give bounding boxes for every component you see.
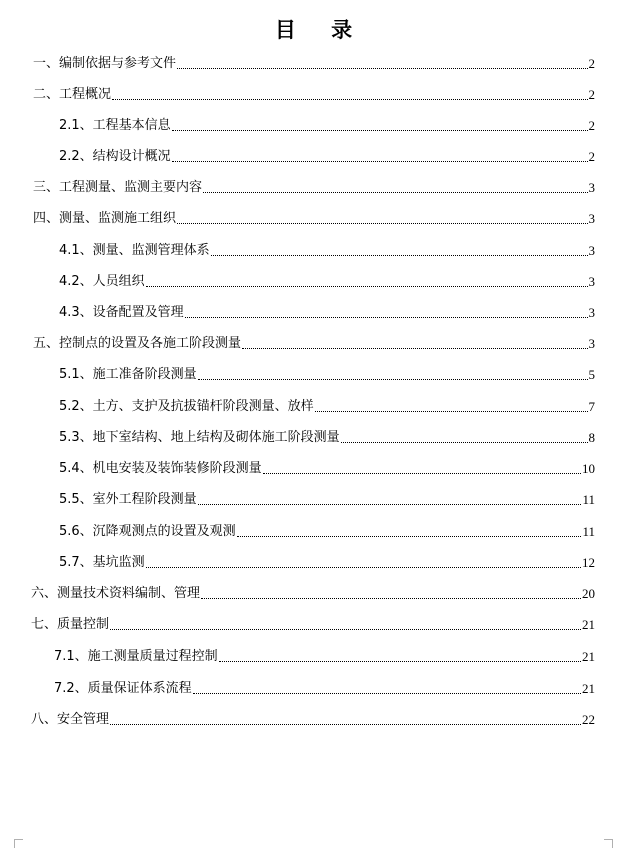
toc-entry-label: 六、测量技术资料编制、管理 — [31, 586, 201, 601]
toc-entry-page: 11 — [582, 524, 595, 539]
toc-dot-leader — [198, 503, 582, 505]
toc-entry-label: 4.2、人员组织 — [59, 274, 145, 289]
toc-dot-leader — [146, 566, 581, 568]
toc-entry-page: 2 — [588, 149, 595, 164]
toc-dot-leader — [203, 191, 587, 193]
toc-entry-page: 2 — [588, 118, 595, 133]
toc-entry-page: 7 — [588, 399, 595, 414]
toc-entry[interactable] — [33, 205, 595, 227]
toc-entry-page: 3 — [588, 274, 595, 289]
toc-entry[interactable] — [59, 268, 595, 290]
toc-entry[interactable] — [59, 361, 595, 383]
toc-dot-leader — [201, 597, 581, 599]
toc-entry-label: 四、测量、监测施工组织 — [33, 211, 177, 226]
toc-entry[interactable] — [59, 424, 595, 446]
toc-entry[interactable] — [31, 611, 595, 633]
toc-entry[interactable] — [59, 455, 595, 477]
toc-entry-label: 4.3、设备配置及管理 — [59, 305, 184, 320]
toc-entry[interactable] — [33, 81, 595, 103]
toc-dot-leader — [172, 129, 588, 131]
toc-dot-leader — [146, 285, 588, 287]
toc-entry-label: 5.7、基坑监测 — [59, 555, 145, 570]
toc-entry[interactable] — [59, 299, 595, 321]
toc-entry[interactable] — [54, 643, 595, 665]
toc-entry-page: 12 — [582, 555, 595, 570]
toc-dot-leader — [172, 160, 588, 162]
toc-entry-label: 7.1、施工测量质量过程控制 — [54, 649, 218, 664]
toc-entry-label: 一、编制依据与参考文件 — [33, 56, 177, 71]
toc-entry[interactable] — [31, 706, 595, 728]
toc-entry-page: 2 — [588, 56, 595, 71]
toc-entry-label: 5.4、机电安装及装饰装修阶段测量 — [59, 461, 262, 476]
toc-entry[interactable] — [59, 143, 595, 165]
toc-dot-leader — [219, 660, 581, 662]
toc-dot-leader — [193, 692, 581, 694]
toc-dot-leader — [110, 723, 581, 725]
page-title: 目 录 — [274, 17, 367, 42]
toc-entry-label: 7.2、质量保证体系流程 — [54, 681, 192, 696]
toc-entry[interactable] — [54, 675, 595, 697]
toc-entry-page: 3 — [588, 336, 595, 351]
toc-entry-page: 20 — [582, 586, 595, 601]
toc-entry[interactable] — [59, 112, 595, 134]
page-corner-mark — [14, 839, 23, 848]
toc-entry-page: 3 — [588, 211, 595, 226]
toc-entry-page: 10 — [582, 461, 595, 476]
toc-entry-page: 3 — [588, 305, 595, 320]
toc-dot-leader — [242, 347, 587, 349]
toc-entry-label: 七、质量控制 — [31, 617, 110, 632]
toc-entry[interactable] — [59, 237, 595, 259]
toc-dot-leader — [185, 316, 588, 318]
toc-entry-page: 22 — [582, 712, 595, 727]
toc-entry-page: 2 — [588, 87, 595, 102]
toc-entry-label: 5.1、施工准备阶段测量 — [59, 367, 197, 382]
toc-entry-page: 3 — [588, 243, 595, 258]
toc-entry-label: 5.3、地下室结构、地上结构及砌体施工阶段测量 — [59, 430, 340, 445]
toc-entry[interactable] — [33, 174, 595, 196]
toc-entry[interactable] — [59, 549, 595, 571]
toc-entry-label: 三、工程测量、监测主要内容 — [33, 180, 203, 195]
page-corner-mark — [604, 839, 613, 848]
toc-entry-page: 3 — [588, 180, 595, 195]
toc-entry-label: 2.2、结构设计概况 — [59, 149, 171, 164]
toc-entry-label: 4.1、测量、监测管理体系 — [59, 243, 210, 258]
toc-dot-leader — [177, 222, 587, 224]
toc-entry-page: 21 — [582, 681, 595, 696]
toc-entry[interactable] — [59, 486, 595, 508]
toc-dot-leader — [112, 98, 587, 100]
toc-entry-label: 5.5、室外工程阶段测量 — [59, 492, 197, 507]
toc-entry[interactable] — [59, 393, 595, 415]
toc-entry[interactable] — [33, 50, 595, 72]
toc-dot-leader — [315, 410, 588, 412]
toc-entry-page: 21 — [582, 617, 595, 632]
toc-entry[interactable] — [31, 580, 595, 602]
toc-entry-label: 5.6、沉降观测点的设置及观测 — [59, 524, 236, 539]
toc-dot-leader — [198, 378, 588, 380]
toc-dot-leader — [211, 254, 588, 256]
toc-dot-leader — [341, 441, 588, 443]
toc-entry-page: 11 — [582, 492, 595, 507]
toc-dot-leader — [237, 535, 582, 537]
toc-entry-label: 2.1、工程基本信息 — [59, 118, 171, 133]
toc-entry-page: 8 — [588, 430, 595, 445]
toc-entry-label: 二、工程概况 — [33, 87, 112, 102]
toc-dot-leader — [110, 628, 581, 630]
toc-entry[interactable] — [33, 330, 595, 352]
toc-entry-label: 五、控制点的设置及各施工阶段测量 — [33, 336, 242, 351]
toc-entry-page: 5 — [588, 367, 595, 382]
toc-entry-label: 5.2、土方、支护及抗拔锚杆阶段测量、放样 — [59, 399, 314, 414]
toc-dot-leader — [263, 472, 581, 474]
toc-entry[interactable] — [59, 518, 595, 540]
toc-dot-leader — [177, 67, 587, 69]
toc-entry-label: 八、安全管理 — [31, 712, 110, 727]
toc-entry-page: 21 — [582, 649, 595, 664]
